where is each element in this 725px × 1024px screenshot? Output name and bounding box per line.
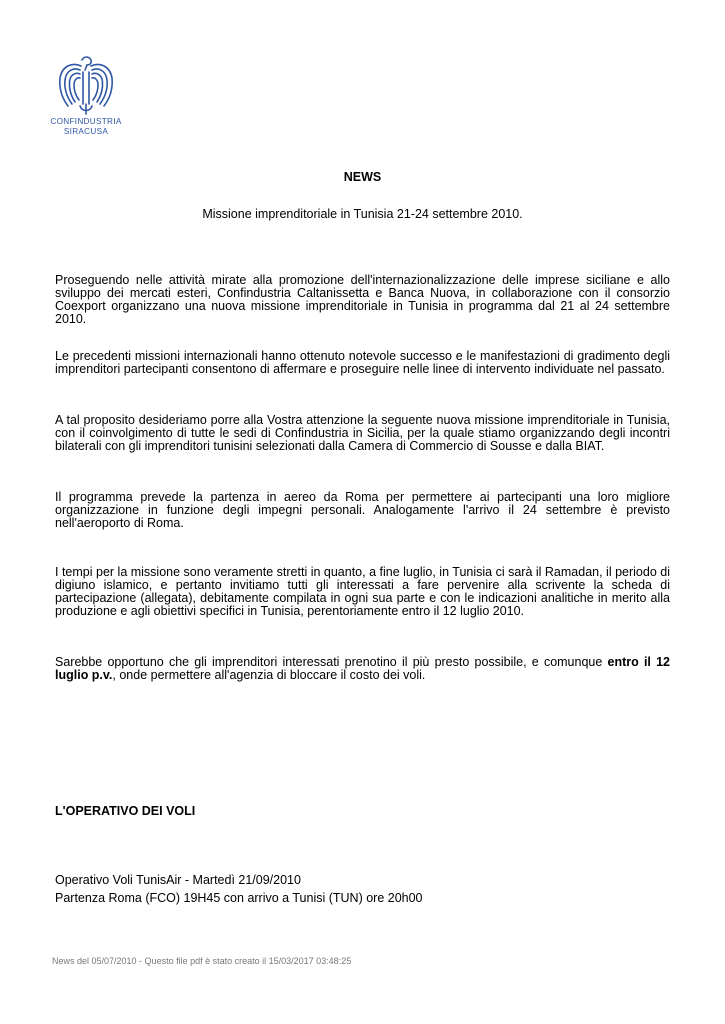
booking-deadline: entro il 12 luglio p.v.	[55, 655, 670, 682]
logo-text-line2: SIRACUSA	[63, 127, 109, 136]
page-footer: News del 05/07/2010 - Questo file pdf è stato creato il 15/03/2017 03:48:25	[52, 956, 352, 966]
paragraph-timing: I tempi per la missione sono veramente stretti in quanto, a fine luglio, in Tunisia ci sarà il Ramadan, il periodo di digiuno islamico, e pertanto invitiamo tutti gli interessati a fare pervenire alla scrivente la scheda di partecipazione (allegata), debitamente compilata in ogni sua parte e con le indicazioni analitiche in merito alla produzione e agli obiettivi specifici in Tunisia, perentoriamente entro il 12 luglio 2010.	[55, 565, 670, 618]
news-heading: NEWS	[343, 170, 382, 184]
logo-text-line1: CONFINDUSTRIA	[50, 117, 122, 126]
paragraph-program: Il programma prevede la partenza in aereo da Roma per permettere ai partecipanti una loro migliore organizzazione in funzione degli impegni personali. Analogamente l'arrivo il 24 settembre è previsto nell'aeroporto di Roma.	[55, 490, 670, 530]
flight-schedule-line: Operativo Voli TunisAir - Martedì 21/09/2010	[55, 873, 301, 887]
paragraph-previous-missions: Le precedenti missioni internazionali hanno ottenuto notevole successo e le manifestazioni di gradimento degli imprenditori partecipanti consentono di affermare e proseguire nelle linee di intervento individuate nel passato.	[55, 349, 670, 376]
paragraph-intro: Proseguendo nelle attività mirate alla promozione dell'internazionalizzazione delle imprese siciliane e allo sviluppo dei mercati esteri, Confindustria Caltanissetta e Banca Nuova, in collaborazione con il consorzio Coexport organizzano una nuova missione imprenditoriale in Tunisia in programma dal 21 al 24 settembre 2010.	[55, 273, 670, 326]
paragraph-booking	[55, 656, 670, 682]
booking-text-end: , onde permettere all'agenzia di bloccare il costo dei voli.	[112, 668, 426, 682]
flights-section-title: L'OPERATIVO DEI VOLI	[55, 804, 196, 818]
mission-subtitle: Missione imprenditoriale in Tunisia 21-24 settembre 2010.	[202, 207, 523, 221]
booking-text-start: Sarebbe opportuno che gli imprenditori interessati prenotino il più presto possibile, e comunque	[55, 655, 608, 669]
flight-departure-line: Partenza Roma (FCO) 19H45 con arrivo a Tunisi (TUN) ore 20h00	[55, 891, 423, 905]
confindustria-logo	[48, 54, 124, 142]
eagle-emblem-icon	[54, 54, 118, 116]
paragraph-new-mission: A tal proposito desideriamo porre alla Vostra attenzione la seguente nuova missione imprenditoriale in Tunisia, con il coinvolgimento di tutte le sedi di Confindustria in Sicilia, per la quale stiamo organizzando degli incontri bilaterali con gli imprenditori tunisini selezionati dalla Camera di Commercio di Sousse e dalla BIAT.	[55, 413, 670, 453]
